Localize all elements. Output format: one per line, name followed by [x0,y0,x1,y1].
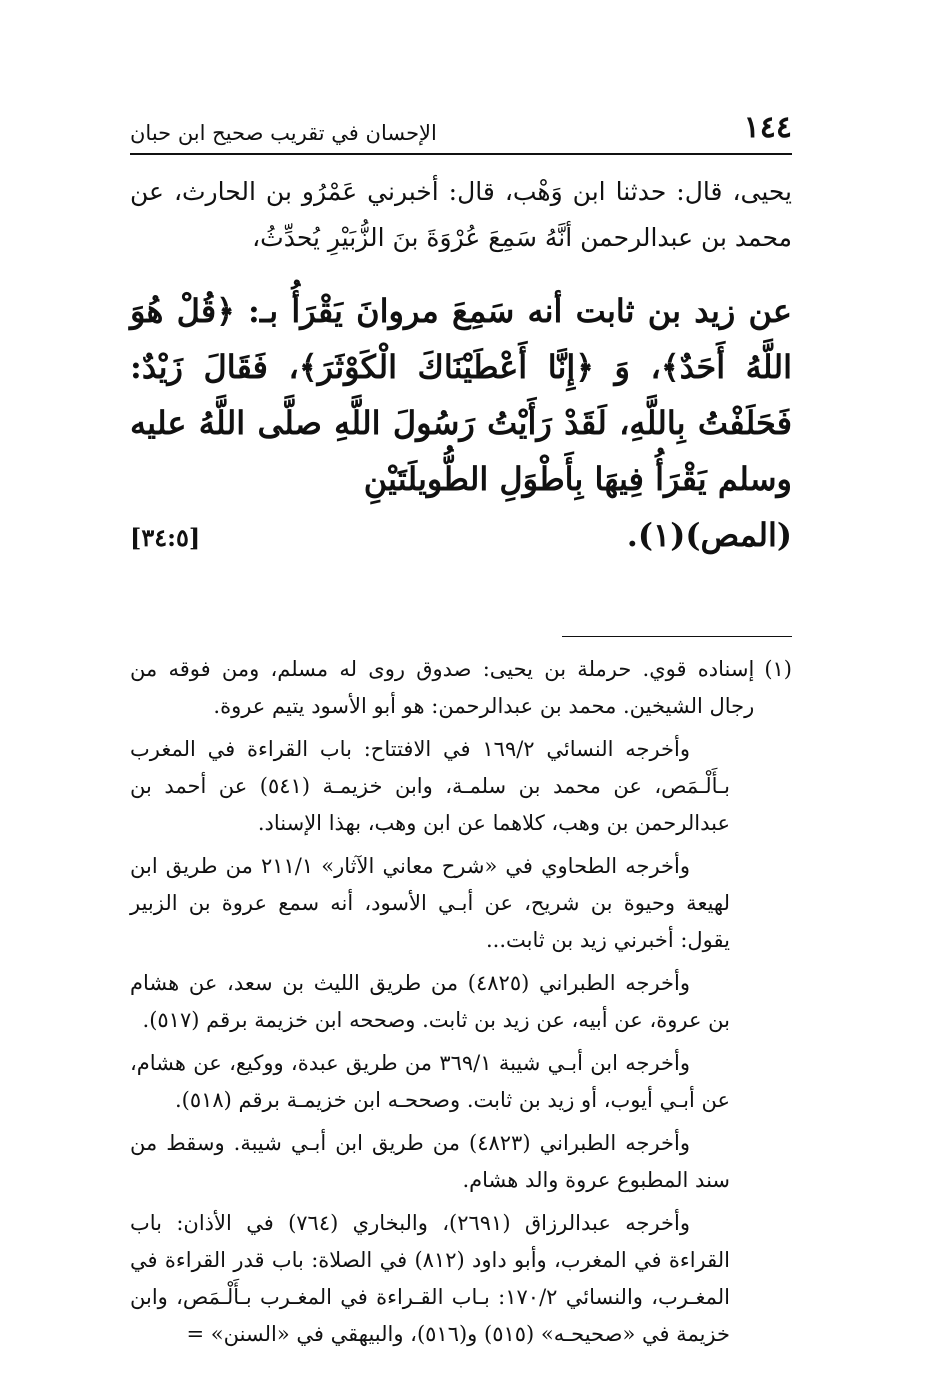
footnote-paragraph: وأخرجه النسائي ١٦٩/٢ في الافتتاح: باب القراءة في المغرب بـأَلْـمَص، عن محمد بن سلمـة، وابن خزيمـة (٥٤١) عن أحمد بن عبدالرحمن بن وهب، كلاهما عن ابن وهب، بهذا الإسناد. [130,737,730,835]
hadith-reference: [٣٤:٥] [130,523,201,552]
page-header [130,110,792,155]
footnote-paragraph: إسناده قوي. حرملة بن يحيى: صدوق روى له مسلم، ومن فوقه من رجال الشيخين. محمد بن عبدالرحمن: هو أبو الأسود يتيم عروة. [130,657,755,718]
footnote-item [130,651,792,725]
isnad-intro: يحيى، قال: حدثنا ابن وَهْب، قال: أخبرني عَمْرُو بن الحارث، عن محمد بن عبدالرحمن أنَّهُ سَمِعَ عُرْوَةَ بنَ الزُّبَيْرِ يُحدِّثُ، [130,177,792,252]
footnote-marker: (١) [764,657,792,681]
hadith-text: عن زيد بن ثابت أنه سَمِعَ مروانَ يَقْرَأُ بـ: ﴿قُلْ هُوَ اللَّهُ أَحَدٌ﴾، وَ ﴿إِنَّا أَعْطَيْنَاكَ الْكَوْثَرَ﴾، فَقَالَ زَيْدٌ: فَحَلَفْتُ بِاللَّهِ، لَقَدْ رَأَيْتُ رَسُولَ اللَّهِ صلَّى اللَّهُ عليه وسلم يَقْرَأُ فِيهَا بِأَطْوَلِ الطُّويلَتَيْنِ [130,292,792,498]
hadith-matn [130,283,792,566]
hadith-ending-line [130,507,792,566]
footnote-paragraph: وأخرجه الطحاوي في «شرح معاني الآثار» ٢١١/١ من طريق ابن لهيعة وحيوة بن شريح، عن أبـي الأسود، أنه سمع عروة بن الزبير يقول: أخبرني زيد بن ثابت... [130,854,730,952]
footnote-paragraph: وأخرجه عبدالرزاق (٢٦٩١)، والبخاري (٧٦٤) في الأذان: باب القراءة في المغرب، وأبو داود (٨١٢) في الصلاة: باب قدر القراءة في المغـرب، والنسائي ١٧٠/٢: بـاب القـراءة في المغـرب بـأَلْـمَص، وابن خزيمة في «صحيحـه» (٥١٥) و(٥١٦)، والبيهقي في «السنن» = [130,1211,730,1346]
book-page [130,110,792,1359]
footnote-paragraph: وأخرجه ابن أبـي شيبة ٣٦٩/١ من طريق عبدة، ووكيع، عن هشام، عن أبـي أيوب، أو زيد بن ثابت. وصححـه ابن خزيمـة برقم (٥١٨). [130,1051,730,1112]
running-title: الإحسان في تقريب صحيح ابن حبان [130,121,437,145]
page-number: ١٤٤ [743,110,792,145]
footnote-paragraph: وأخرجه الطبراني (٤٨٢٥) من طريق الليث بن سعد، عن هشام بن عروة، عن أبيه، عن زيد بن ثابت. وصححه ابن خزيمة برقم (٥١٧). [130,971,730,1032]
hadith-ending: (المص)(١). [626,516,792,554]
footnotes [130,651,792,1353]
footnote-divider [562,636,792,637]
footnote-paragraph: وأخرجه الطبراني (٤٨٢٣) من طريق ابن أبـي شيبة. وسقط من سند المطبوع عروة والد هشام. [130,1131,730,1192]
